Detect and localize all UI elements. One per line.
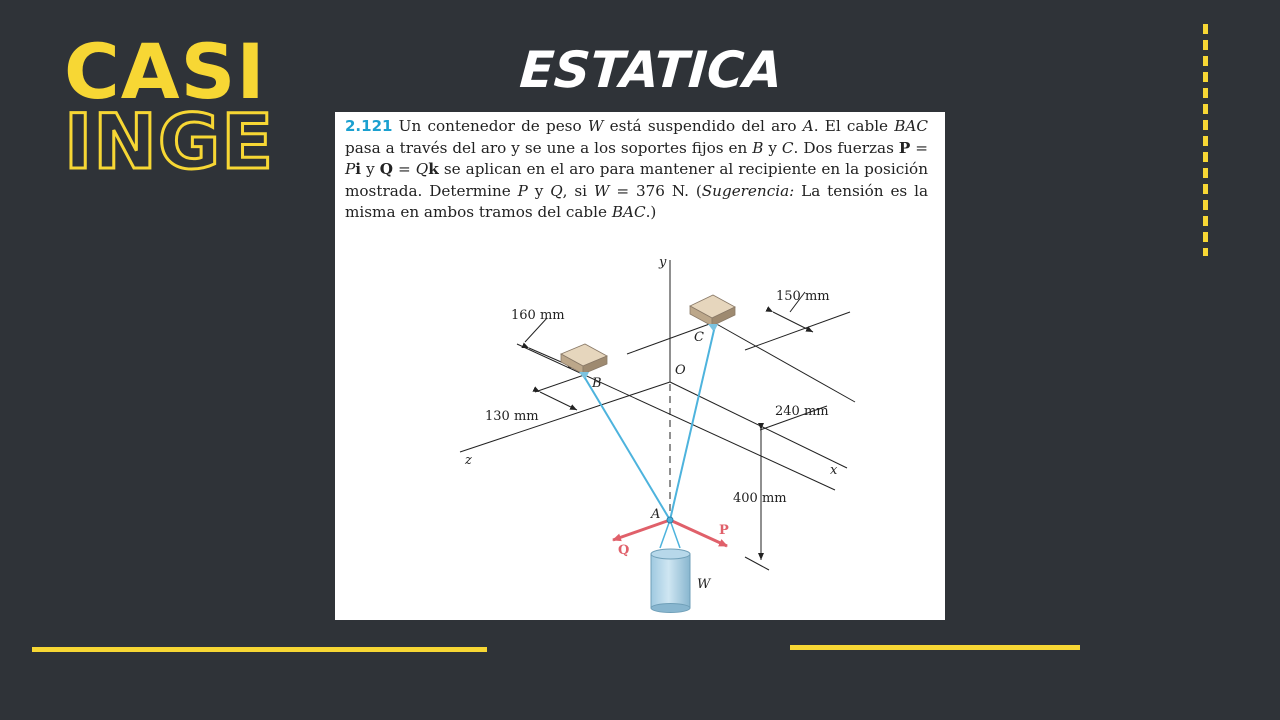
- label-point-a: A: [651, 507, 661, 522]
- label-y-axis: y: [659, 255, 667, 270]
- label-point-b: B: [592, 376, 602, 391]
- label-weight: W: [697, 577, 711, 592]
- problem-panel: [335, 112, 945, 620]
- label-dim-130: 130 mm: [485, 409, 539, 424]
- statics-figure: [335, 112, 945, 620]
- logo-inge: INGE: [64, 97, 275, 186]
- label-force-p: P: [719, 523, 729, 538]
- ring-a: [667, 517, 673, 523]
- label-force-q: Q: [618, 543, 630, 558]
- label-dim-400: 400 mm: [733, 491, 787, 506]
- dim-130-line: [540, 392, 577, 410]
- problem-statement: 2.121 Un contenedor de peso W está suspendido del aro A. El cable BAC pasa a través del aro y se une a los soportes fijos en B y C. Dos fuerzas P = Pi y Q = Qk se aplican en el aro para mantener al recipiente en la posición mostrada. Determine P y Q, si W = 376 N. (Sugerencia: La tensión es la misma en ambos tramos del cable BAC.): [345, 117, 929, 222]
- page-title: ESTATICA: [517, 41, 785, 99]
- decorative-line-right: [790, 645, 1080, 650]
- decorative-dashed-line: [1203, 24, 1208, 256]
- problem-number: 2.121: [345, 117, 393, 135]
- line-through-c: [713, 322, 855, 402]
- decorative-line-left: [32, 647, 487, 652]
- support-c: [690, 295, 735, 332]
- bucket-w: [651, 549, 690, 613]
- dim-400-base: [745, 557, 769, 570]
- force-q-arrow: [613, 520, 670, 540]
- dim-150-line: [773, 312, 813, 332]
- label-origin: O: [675, 363, 686, 378]
- cable-ab: [585, 378, 670, 520]
- label-x-axis: x: [830, 463, 838, 478]
- label-z-axis: z: [465, 453, 472, 468]
- label-dim-160: 160 mm: [511, 308, 565, 323]
- label-point-c: C: [694, 330, 704, 345]
- label-dim-240: 240 mm: [775, 404, 829, 419]
- support-b: [561, 344, 607, 380]
- label-dim-150: 150 mm: [776, 289, 830, 304]
- logo-casi: CASI: [64, 27, 266, 116]
- line-130-ext: [535, 374, 587, 392]
- line-through-c-short: [745, 312, 850, 350]
- cable-ac: [670, 330, 714, 520]
